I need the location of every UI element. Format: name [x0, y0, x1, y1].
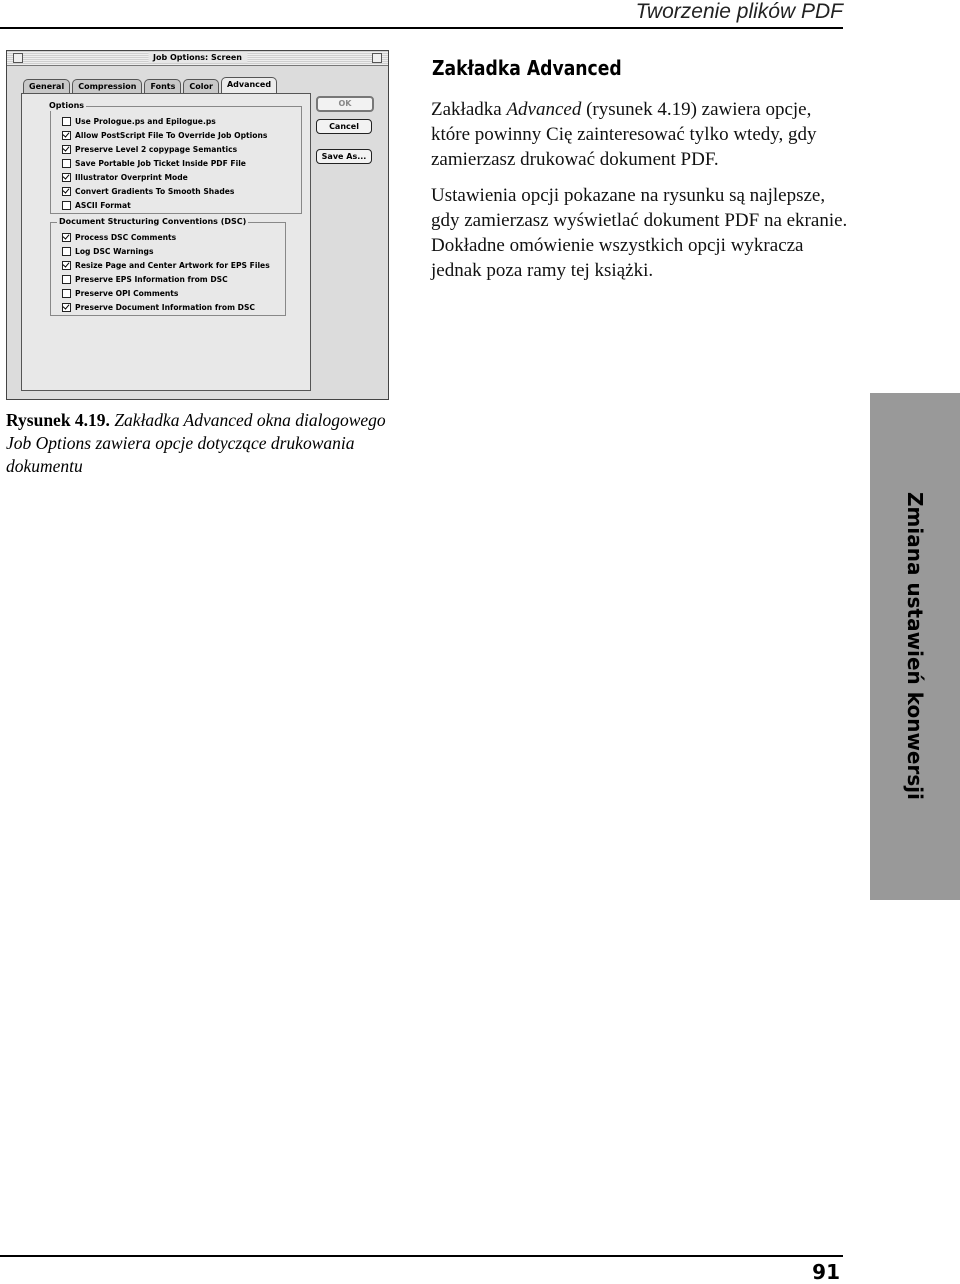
tab-color[interactable]: Color	[183, 79, 219, 94]
checkbox-label: Preserve Level 2 copypage Semantics	[75, 144, 238, 154]
checked-checkbox[interactable]	[62, 173, 71, 182]
page-number: 91	[812, 1260, 840, 1284]
cancel-button[interactable]: Cancel	[316, 119, 372, 134]
unchecked-checkbox[interactable]	[62, 275, 71, 284]
checkbox-row[interactable]	[62, 231, 176, 243]
options-group-label: Options	[49, 101, 85, 110]
checkbox-row[interactable]	[62, 301, 255, 313]
checkbox-row[interactable]	[62, 273, 228, 285]
checked-checkbox[interactable]	[62, 261, 71, 270]
checkbox-label: ASCII Format	[75, 200, 131, 210]
section-heading: Zakładka Advanced	[432, 56, 622, 80]
checkbox-label: Resize Page and Center Artwork for EPS Files	[75, 260, 270, 270]
zoom-box-icon[interactable]	[372, 53, 382, 63]
checkbox-row[interactable]	[62, 199, 131, 211]
paragraph-1	[431, 97, 851, 172]
checked-checkbox[interactable]	[62, 131, 71, 140]
figure-caption	[6, 409, 406, 478]
tab-compression[interactable]: Compression	[72, 79, 142, 94]
footer-rule	[0, 1255, 843, 1257]
checkbox-label: Convert Gradients To Smooth Shades	[75, 186, 235, 196]
caption-text: Zakładka Advanced okna dialogowego Job Options zawiera opcje dotyczące drukowania dokumentu	[6, 410, 386, 476]
checkbox-row[interactable]	[62, 143, 237, 155]
checkbox-label: Use Prologue.ps and Epilogue.ps	[75, 116, 216, 126]
unchecked-checkbox[interactable]	[62, 159, 71, 168]
checkbox-label: Process DSC Comments	[75, 232, 177, 242]
unchecked-checkbox[interactable]	[62, 247, 71, 256]
checked-checkbox[interactable]	[62, 187, 71, 196]
caption-label: Rysunek 4.19.	[6, 410, 110, 430]
unchecked-checkbox[interactable]	[62, 289, 71, 298]
checkbox-row[interactable]	[62, 287, 178, 299]
checkbox-label: Preserve EPS Information from DSC	[75, 274, 228, 284]
tab-general[interactable]: General	[23, 79, 70, 94]
checkbox-label: Illustrator Overprint Mode	[75, 172, 188, 182]
checkbox-row[interactable]	[62, 129, 267, 141]
checkbox-row[interactable]	[62, 115, 216, 127]
tab-fonts[interactable]: Fonts	[144, 79, 181, 94]
dsc-group-label: Document Structuring Conventions (DSC)	[59, 217, 247, 226]
checked-checkbox[interactable]	[62, 233, 71, 242]
checkbox-row[interactable]	[62, 157, 246, 169]
tab-advanced[interactable]: Advanced	[221, 77, 277, 94]
checkbox-row[interactable]	[62, 171, 188, 183]
checkbox-row[interactable]	[62, 185, 234, 197]
tab-bar	[23, 77, 277, 93]
paragraph-2: Ustawienia opcji pokazane na rysunku są najlepsze, gdy zamierzasz wyświetlać dokument PDF na ekranie. Dokładne omówienie wszystkich opcji wykracza jednak poza ramy tej książki.	[431, 185, 848, 281]
paragraph-1-italic: Advanced	[506, 99, 582, 120]
checkbox-label: Preserve Document Information from DSC	[75, 302, 255, 312]
dialog-titlebar	[7, 51, 388, 66]
chapter-side-tab	[870, 393, 960, 900]
checkbox-label: Preserve OPI Comments	[75, 288, 179, 298]
checkbox-label: Log DSC Warnings	[75, 246, 154, 256]
save-as-button[interactable]: Save As...	[316, 149, 372, 164]
checkbox-row[interactable]	[62, 259, 270, 271]
chapter-side-tab-text: Zmiana ustawień konwersji	[903, 492, 927, 800]
paragraph-1-post: (rysunek 4.19) zawiera opcje, które powinny Cię zainteresować tylko wtedy, gdy zamierzasz drukować dokument PDF.	[431, 99, 817, 170]
checkbox-label: Allow PostScript File To Override Job Options	[75, 130, 268, 140]
running-head: Tworzenie plików PDF	[635, 0, 843, 23]
paragraph-1-pre: Zakładka	[431, 99, 507, 120]
checked-checkbox[interactable]	[62, 145, 71, 154]
header-rule	[0, 27, 843, 29]
unchecked-checkbox[interactable]	[62, 117, 71, 126]
ok-button[interactable]: OK	[316, 96, 374, 112]
checked-checkbox[interactable]	[62, 303, 71, 312]
dialog-title: Job Options: Screen	[148, 52, 247, 63]
dialog-screenshot	[6, 50, 389, 400]
unchecked-checkbox[interactable]	[62, 201, 71, 210]
checkbox-row[interactable]	[62, 245, 153, 257]
checkbox-label: Save Portable Job Ticket Inside PDF File	[75, 158, 246, 168]
advanced-pane	[21, 93, 311, 391]
close-box-icon[interactable]	[13, 53, 23, 63]
